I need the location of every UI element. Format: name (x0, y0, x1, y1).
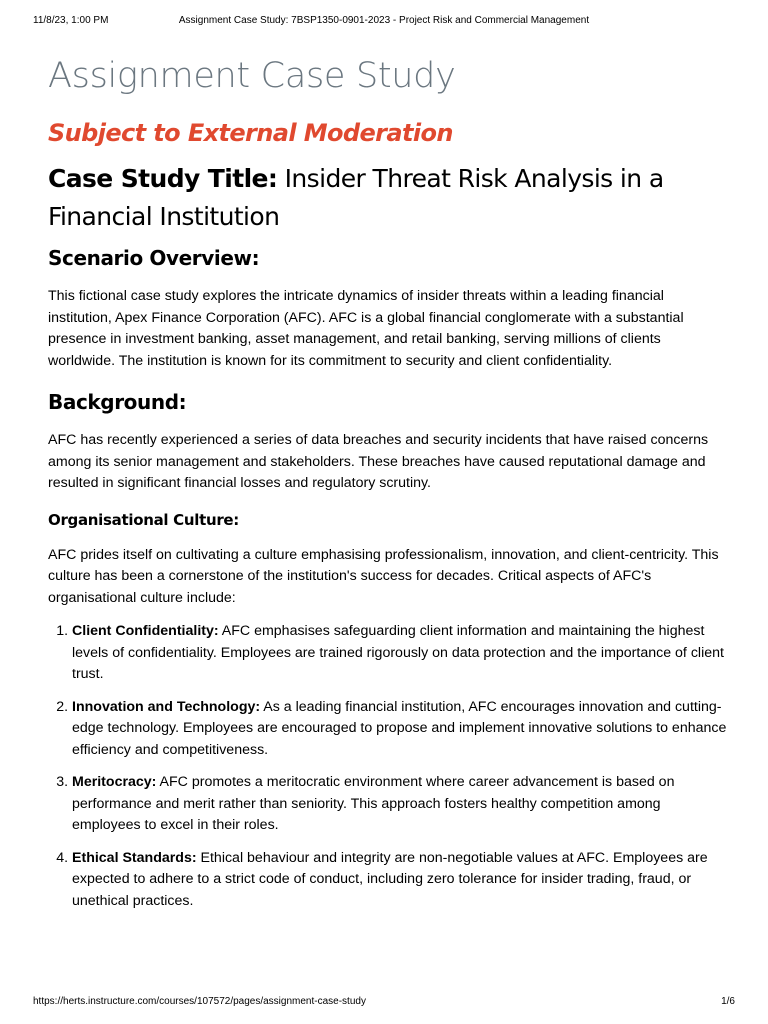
case-study-title-value: Insider Threat Risk Analysis in a Financial Institution (48, 164, 664, 231)
list-item-text: Ethical behaviour and integrity are non-negotiable values at AFC. Employees are expected to adhere to a strict code of conduct, including zero tolerance for insider trading, fraud, or unethical practices. (72, 849, 708, 909)
page-content (48, 52, 728, 923)
page-title: Assignment Case Study (48, 56, 456, 96)
case-study-title-label: Case Study Title: (48, 164, 278, 193)
print-footer (33, 996, 735, 1010)
page-number: 1/6 (721, 996, 735, 1007)
organisational-culture-intro: AFC prides itself on cultivating a culture emphasising professionalism, innovation, and client-centricity. This culture has been a cornerstone of the institution's success for decades. Critical aspects of AFC's organisational culture include: (48, 546, 719, 606)
scenario-overview-heading: Scenario Overview: (48, 246, 260, 270)
background-text: AFC has recently experienced a series of data breaches and security incidents that have raised concerns among its senior management and stakeholders. These breaches have caused reputational damage and resulted in significant financial losses and regulatory scrutiny. (48, 432, 709, 491)
culture-list (48, 621, 728, 912)
list-item (72, 772, 728, 837)
print-header (33, 15, 735, 29)
print-datetime: 11/8/23, 1:00 PM (33, 15, 109, 26)
list-item-text: AFC promotes a meritocratic environment where career advancement is based on performance and merit rather than seniority. This approach fosters healthy competition among employees to excel in their roles. (72, 774, 675, 833)
organisational-culture-heading: Organisational Culture: (48, 510, 240, 529)
list-item-label: Client Confidentiality: (72, 623, 219, 639)
list-item (72, 621, 728, 686)
background-heading: Background: (48, 390, 187, 414)
case-study-title (48, 160, 728, 236)
list-item (72, 848, 728, 913)
page-url: https://herts.instructure.com/courses/107572/pages/assignment-case-study (33, 996, 366, 1007)
list-item-text: AFC emphasises safeguarding client information and maintaining the highest levels of confidentiality. Employees are trained rigorously on data protection and the importance of client trust. (72, 623, 724, 682)
list-item (72, 697, 728, 762)
moderation-notice: Subject to External Moderation (48, 119, 453, 147)
list-item-label: Ethical Standards: (72, 849, 197, 866)
print-document-title: Assignment Case Study: 7BSP1350-0901-2023 - Project Risk and Commercial Management (178, 15, 590, 26)
list-item-label: Meritocracy: (72, 774, 157, 790)
list-item-label: Innovation and Technology: (72, 698, 261, 715)
list-item-text: As a leading financial institution, AFC encourages innovation and cutting-edge technology. Employees are encouraged to propose and implement innovative solutions to enhance efficiency and competitiveness. (72, 698, 727, 758)
scenario-overview-text: This fictional case study explores the intricate dynamics of insider threats within a leading financial institution, Apex Finance Corporation (AFC). AFC is a global financial conglomerate with a substantial presence in investment banking, asset management, and retail banking, serving millions of clients worldwide. The institution is known for its commitment to security and client confidentiality. (48, 288, 684, 369)
